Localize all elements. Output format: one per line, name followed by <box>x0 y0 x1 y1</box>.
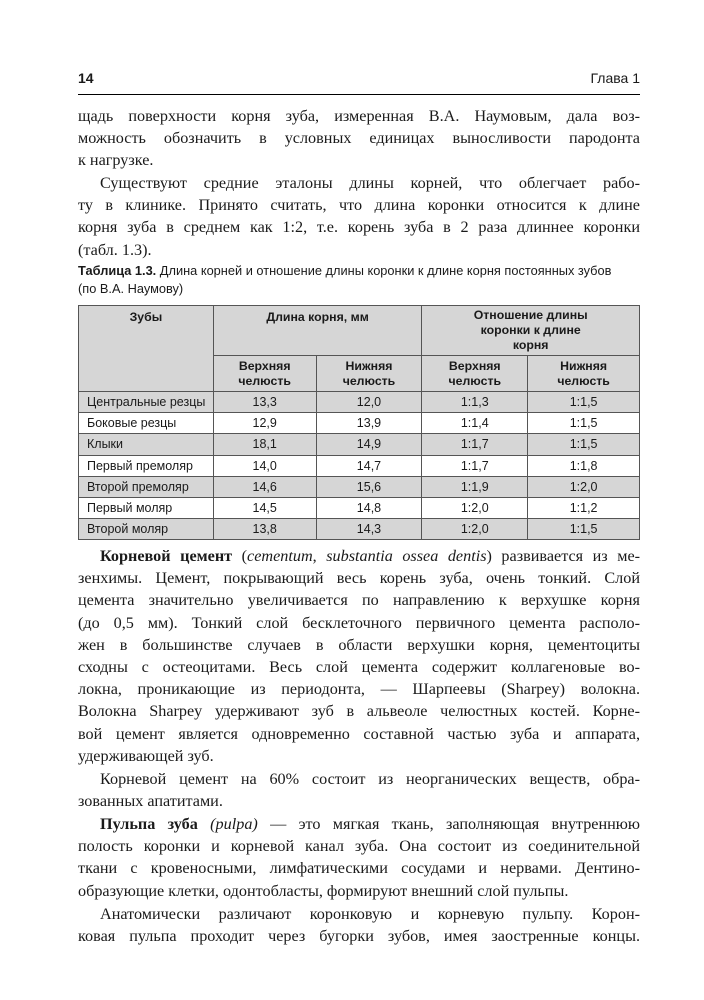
text-line: ту в клинике. Принято считать, что длина коронки относится к длине <box>78 196 640 215</box>
subheader-lower-jaw: Нижняя челюсть <box>528 356 640 392</box>
text-line: полость коронки и корневой канал зуба. Она состоит из соединительной <box>78 837 640 856</box>
paragraph-pulp-anatomy <box>78 903 640 947</box>
table-caption-label: Таблица 1.3. <box>78 263 157 278</box>
text-line: щадь поверхности корня зуба, измеренная В.А. Наумовым, дала воз- <box>78 107 640 125</box>
cell-length-upper: 14,5 <box>213 497 316 518</box>
cell-tooth: Второй моляр <box>79 519 214 540</box>
text-line: образующие клетки, одонтобласты, формируют внешний слой пульпы. <box>78 881 569 900</box>
paragraph-root-standards <box>78 172 640 261</box>
cell-ratio-upper: 1:1,7 <box>422 434 528 455</box>
cell-length-lower: 14,7 <box>316 455 422 476</box>
cell-length-lower: 14,9 <box>316 434 422 455</box>
cell-ratio-lower: 1:1,5 <box>528 413 640 434</box>
text-line: корня зуба в среднем как 1:2, т.е. корень зуба в 2 раза длиннее коронки <box>78 218 640 237</box>
cell-length-lower: 12,0 <box>316 392 422 413</box>
text-line: к нагрузке. <box>78 151 154 170</box>
cell-ratio-lower: 1:2,0 <box>528 476 640 497</box>
cell-ratio-lower: 1:1,5 <box>528 392 640 413</box>
cell-ratio-upper: 1:2,0 <box>422 497 528 518</box>
header-rule <box>78 94 640 95</box>
cell-ratio-upper: 1:1,7 <box>422 455 528 476</box>
cell-ratio-lower: 1:1,5 <box>528 519 640 540</box>
table-caption-text: Длина корней и отношение длины коронки к длине корня постоянных зубов <box>156 263 612 278</box>
table-caption-text: (по В.А. Наумову) <box>78 280 184 296</box>
cell-ratio-upper: 1:1,3 <box>422 392 528 413</box>
paragraph-root-area <box>78 105 640 172</box>
term-pulp: Пульпа зуба <box>100 815 198 833</box>
text-line: Корневой цемент на 60% состоит из неорганических веществ, обра- <box>100 770 640 788</box>
table-row <box>79 392 640 413</box>
paragraph-cementum-composition <box>78 768 640 812</box>
table-row <box>79 476 640 497</box>
text-line: удерживающей зуб. <box>78 746 214 765</box>
root-length-table <box>78 305 640 540</box>
text-line: (до 0,5 мм). Тонкий слой бесклеточного первичного цемента располо- <box>78 613 640 632</box>
cell-length-lower: 15,6 <box>316 476 422 497</box>
table-row <box>79 497 640 518</box>
cell-length-upper: 13,3 <box>213 392 316 413</box>
cell-length-upper: 13,8 <box>213 519 316 540</box>
text-line: Волокна Sharpey удерживают зуб в альвеоле челюстных костей. Корне- <box>78 702 640 721</box>
text-line: можность обозначить в условных единицах выносливости пародонта <box>78 129 640 148</box>
table-row <box>79 434 640 455</box>
text-line: зованных апатитами. <box>78 792 223 811</box>
cell-length-upper: 18,1 <box>213 434 316 455</box>
cell-length-upper: 14,6 <box>213 476 316 497</box>
cell-tooth: Первый премоляр <box>79 455 214 476</box>
cell-ratio-upper: 1:1,4 <box>422 413 528 434</box>
subheader-lower-jaw: Нижняя челюсть <box>316 356 422 392</box>
text-line: вой цемент является одновременно составной частью зуба и аппарата, <box>78 724 640 743</box>
paragraph-pulp: Пульпа зуба (pulpa) — это мягкая ткань, заполняющая внутреннюю полость коронки и корневой канал зуба. Она состоит из соединительной ткани с кровеносными, лимфатическими сосудами и нервами. Дентино- образующие клетки, одонтобласты, формируют внешний слой пульпы. <box>78 813 640 902</box>
text-line: сходны с остеоцитами. Весь слой цемента содержит коллагеновые во- <box>78 658 640 677</box>
page-header <box>78 70 640 92</box>
cell-ratio-upper: 1:2,0 <box>422 519 528 540</box>
cell-length-lower: 14,8 <box>316 497 422 518</box>
cell-length-upper: 14,0 <box>213 455 316 476</box>
term-cementum: Корневой цемент <box>100 547 233 565</box>
text-line: зенхимы. Цемент, покрывающий весь корень зуба, очень тонкий. Слой <box>78 569 640 588</box>
cell-length-lower: 14,3 <box>316 519 422 540</box>
latin-term: substantia ossea dentis <box>326 547 487 565</box>
text-line: Анатомически различают коронковую и корневую пульпу. Корон- <box>100 905 640 923</box>
cell-tooth: Боковые резцы <box>79 413 214 434</box>
text-line: Существуют средние эталоны длины корней, что облегчает рабо- <box>100 174 640 192</box>
table-row <box>79 455 640 476</box>
cell-tooth: Центральные резцы <box>79 392 214 413</box>
subheader-upper-jaw: Верхняя челюсть <box>422 356 528 392</box>
cell-ratio-lower: 1:1,5 <box>528 434 640 455</box>
cell-tooth: Первый моляр <box>79 497 214 518</box>
text-line: локна, проникающие из периодонта, — Шарпеевы (Sharpey) волокна. <box>78 680 640 699</box>
column-header-teeth: Зубы <box>79 306 214 392</box>
text-line: ковая пульпа проходит через бугорки зубов, имея заостренные концы. <box>78 927 640 946</box>
table-row <box>79 413 640 434</box>
paragraph-cementum: Корневой цемент (cementum, substantia ossea dentis) развивается из ме- зенхимы. Цемент, покрывающий весь корень зуба, очень тонкий. Слой цемента значительно увеличивается по направлению к верхушке корня (до 0,5 мм). Тонкий слой бесклеточного первичного цемента располо- жен в большинстве случаев в области верхушки корня, цементоциты сходны с остеоцитами. Весь слой цемента содержит коллагеновые во- локна, проникающие из периодонта, — Шарпеевы (Sharpey) волокна. Волокна Sharpey удерживают зуб в альвеоле челюстных костей. Корне- вой цемент является одновременно составной частью зуба и аппарата, удерживающей зуб. <box>78 545 640 767</box>
cell-length-upper: 12,9 <box>213 413 316 434</box>
column-header-ratio: Отношение длины коронки к длине корня <box>422 306 640 356</box>
text-line: жен в большинстве случаев в области верхушки корня, цементоциты <box>78 635 640 654</box>
column-header-root-length: Длина корня, мм <box>213 306 422 356</box>
text-line: (табл. 1.3). <box>78 240 152 259</box>
cell-ratio-upper: 1:1,9 <box>422 476 528 497</box>
page-number: 14 <box>78 70 94 86</box>
latin-term: (pulpa) <box>197 815 258 833</box>
latin-term: cementum <box>247 547 313 565</box>
cell-tooth: Второй премоляр <box>79 476 214 497</box>
cell-tooth: Клыки <box>79 434 214 455</box>
subheader-upper-jaw: Верхняя челюсть <box>213 356 316 392</box>
text-line: цемента значительно увеличивается по направлению к верхушке корня <box>78 591 640 610</box>
text-line: ткани с кровеносными, лимфатическими сосудами и нервами. Дентино- <box>78 859 640 878</box>
cell-ratio-lower: 1:1,2 <box>528 497 640 518</box>
table-caption <box>78 262 640 297</box>
table-row <box>79 519 640 540</box>
chapter-title: Глава 1 <box>590 70 640 86</box>
cell-length-lower: 13,9 <box>316 413 422 434</box>
cell-ratio-lower: 1:1,8 <box>528 455 640 476</box>
